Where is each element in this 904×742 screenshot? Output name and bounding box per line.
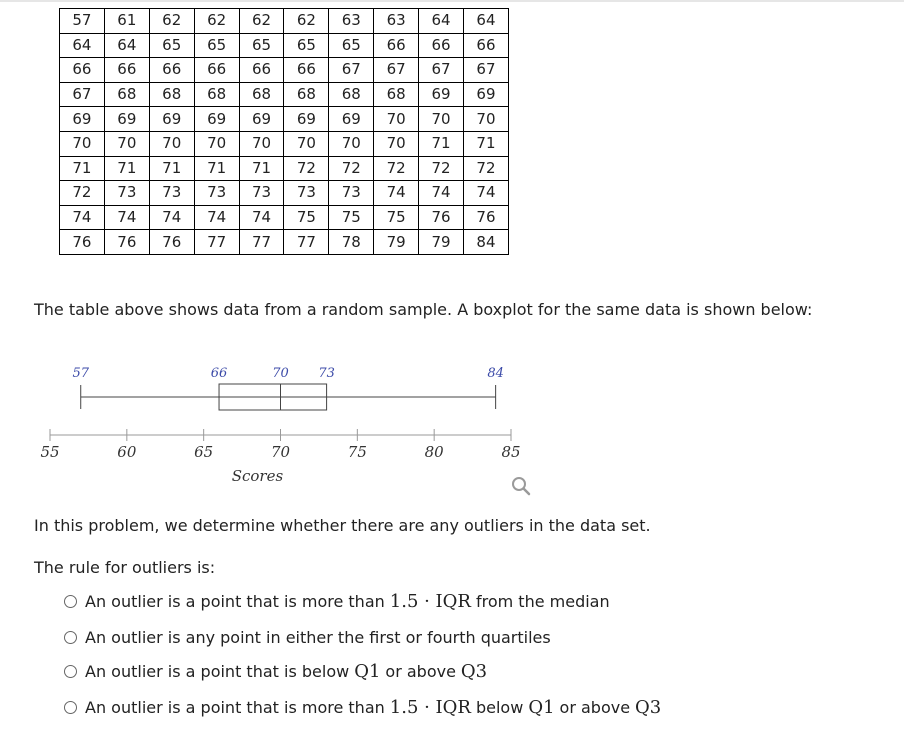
table-cell: 74 [194, 205, 239, 230]
table-cell: 70 [464, 107, 509, 132]
option-3-mid: or above [385, 662, 456, 681]
table-cell: 64 [419, 9, 464, 34]
table-cell: 76 [60, 230, 105, 255]
table-cell: 74 [239, 205, 284, 230]
x-tick-label: 70 [270, 443, 291, 461]
option-1[interactable] [64, 591, 610, 612]
x-tick-label: 85 [501, 443, 521, 461]
table-cell: 67 [464, 58, 509, 83]
table-cell: 72 [329, 156, 374, 181]
table-cell: 70 [194, 131, 239, 156]
table-cell: 68 [239, 82, 284, 107]
option-2[interactable] [64, 628, 551, 647]
boxplot-chart [0, 355, 600, 495]
table-cell: 73 [239, 181, 284, 206]
option-4-math: 1.5 · IQR [389, 697, 471, 718]
table-cell: 72 [419, 156, 464, 181]
table-cell: 77 [239, 230, 284, 255]
summary-label-median: 70 [272, 366, 289, 381]
table-cell: 68 [374, 82, 419, 107]
table-cell: 69 [284, 107, 329, 132]
table-cell: 74 [104, 205, 149, 230]
table-cell: 70 [419, 107, 464, 132]
table-cell: 70 [374, 107, 419, 132]
table-cell: 70 [149, 131, 194, 156]
question-intro: In this problem, we determine whether there are any outliers in the data set. [34, 516, 651, 535]
table-cell: 62 [239, 9, 284, 34]
table-row [60, 131, 509, 156]
x-tick-label: 80 [424, 443, 444, 461]
table-cell: 71 [464, 131, 509, 156]
table-cell: 76 [464, 205, 509, 230]
x-tick-label: 75 [347, 443, 367, 461]
table-cell: 76 [149, 230, 194, 255]
x-tick-label: 65 [194, 443, 214, 461]
table-cell: 79 [419, 230, 464, 255]
table-cell: 74 [419, 181, 464, 206]
table-row [60, 9, 509, 34]
table-row [60, 156, 509, 181]
table-cell: 79 [374, 230, 419, 255]
option-1-pre: An outlier is a point that is more than [85, 592, 385, 611]
x-tick-label: 55 [40, 443, 60, 461]
table-cell: 69 [419, 82, 464, 107]
table-cell: 64 [60, 33, 105, 58]
table-cell: 73 [149, 181, 194, 206]
table-row [60, 33, 509, 58]
option-4-pre: An outlier is a point that is more than [85, 698, 385, 717]
option-3-math: Q1 [354, 661, 381, 682]
table-cell: 71 [194, 156, 239, 181]
table-cell: 71 [419, 131, 464, 156]
table-cell: 64 [104, 33, 149, 58]
table-cell: 70 [374, 131, 419, 156]
table-cell: 66 [464, 33, 509, 58]
table-cell: 77 [284, 230, 329, 255]
table-cell: 65 [149, 33, 194, 58]
data-table [59, 8, 509, 255]
table-cell: 70 [104, 131, 149, 156]
option-4-mid2: or above [559, 698, 631, 717]
table-cell: 69 [329, 107, 374, 132]
table-cell: 69 [60, 107, 105, 132]
table-cell: 70 [239, 131, 284, 156]
table-cell: 73 [284, 181, 329, 206]
option-4[interactable] [64, 697, 666, 718]
table-cell: 74 [149, 205, 194, 230]
table-row [60, 58, 509, 83]
table-cell: 71 [149, 156, 194, 181]
table-cell: 78 [329, 230, 374, 255]
table-cell: 76 [104, 230, 149, 255]
table-cell: 66 [60, 58, 105, 83]
table-cell: 69 [464, 82, 509, 107]
table-cell: 62 [149, 9, 194, 34]
table-cell: 64 [464, 9, 509, 34]
table-cell: 70 [329, 131, 374, 156]
table-cell: 66 [374, 33, 419, 58]
x-axis-label: Scores [231, 467, 284, 485]
table-cell: 71 [104, 156, 149, 181]
option-4-math2: Q1 [528, 697, 555, 718]
table-cell: 65 [239, 33, 284, 58]
option-1-math: 1.5 · IQR [389, 591, 471, 612]
table-cell: 67 [60, 82, 105, 107]
table-row [60, 205, 509, 230]
top-divider [0, 0, 904, 2]
table-cell: 75 [329, 205, 374, 230]
table-cell: 72 [464, 156, 509, 181]
table-cell: 66 [194, 58, 239, 83]
table-cell: 70 [284, 131, 329, 156]
option-4-math3: Q3 [635, 697, 662, 718]
table-cell: 71 [60, 156, 105, 181]
table-row [60, 181, 509, 206]
table-cell: 70 [60, 131, 105, 156]
table-cell: 61 [104, 9, 149, 34]
table-cell: 77 [194, 230, 239, 255]
table-cell: 68 [329, 82, 374, 107]
table-cell: 69 [239, 107, 284, 132]
table-cell: 66 [284, 58, 329, 83]
table-row [60, 107, 509, 132]
table-cell: 74 [374, 181, 419, 206]
table-cell: 66 [149, 58, 194, 83]
table-cell: 68 [149, 82, 194, 107]
table-cell: 69 [194, 107, 239, 132]
option-3-pre: An outlier is a point that is below [85, 662, 350, 681]
radio-icon[interactable] [64, 631, 77, 644]
table-cell: 62 [284, 9, 329, 34]
table-cell: 72 [284, 156, 329, 181]
table-cell: 67 [419, 58, 464, 83]
table-cell: 73 [194, 181, 239, 206]
table-cell: 75 [284, 205, 329, 230]
table-cell: 67 [374, 58, 419, 83]
option-3[interactable] [64, 661, 492, 682]
table-cell: 65 [194, 33, 239, 58]
table-cell: 72 [374, 156, 419, 181]
table-cell: 71 [239, 156, 284, 181]
table-cell: 73 [104, 181, 149, 206]
radio-icon[interactable] [64, 595, 77, 608]
table-cell: 65 [284, 33, 329, 58]
table-cell: 63 [329, 9, 374, 34]
table-cell: 62 [194, 9, 239, 34]
summary-label-min: 57 [72, 366, 90, 381]
table-cell: 84 [464, 230, 509, 255]
table-cell: 69 [104, 107, 149, 132]
option-1-post: from the median [475, 592, 610, 611]
table-row [60, 82, 509, 107]
table-cell: 74 [464, 181, 509, 206]
table-cell: 76 [419, 205, 464, 230]
table-cell: 74 [60, 205, 105, 230]
table-cell: 75 [374, 205, 419, 230]
radio-icon[interactable] [64, 665, 77, 678]
radio-icon[interactable] [64, 701, 77, 714]
table-cell: 65 [329, 33, 374, 58]
summary-label-q1: 66 [210, 366, 228, 381]
table-cell: 73 [329, 181, 374, 206]
summary-label-max: 84 [487, 366, 504, 381]
summary-label-q3: 73 [318, 366, 335, 381]
option-4-mid: below [475, 698, 524, 717]
table-cell: 57 [60, 9, 105, 34]
magnifier-icon[interactable] [510, 475, 532, 497]
table-cell: 68 [104, 82, 149, 107]
table-cell: 67 [329, 58, 374, 83]
question-rule: The rule for outliers is: [34, 558, 216, 577]
table-cell: 63 [374, 9, 419, 34]
option-3-math2: Q3 [460, 661, 488, 682]
option-2-pre: An outlier is any point in either the first or fourth quartiles [85, 628, 551, 647]
table-cell: 69 [149, 107, 194, 132]
table-cell: 72 [60, 181, 105, 206]
table-row [60, 230, 509, 255]
intro-text: The table above shows data from a random sample. A boxplot for the same data is shown below: [34, 300, 813, 319]
table-cell: 66 [104, 58, 149, 83]
table-cell: 68 [194, 82, 239, 107]
table-cell: 68 [284, 82, 329, 107]
table-cell: 66 [419, 33, 464, 58]
table-cell: 66 [239, 58, 284, 83]
x-tick-label: 60 [117, 443, 137, 461]
